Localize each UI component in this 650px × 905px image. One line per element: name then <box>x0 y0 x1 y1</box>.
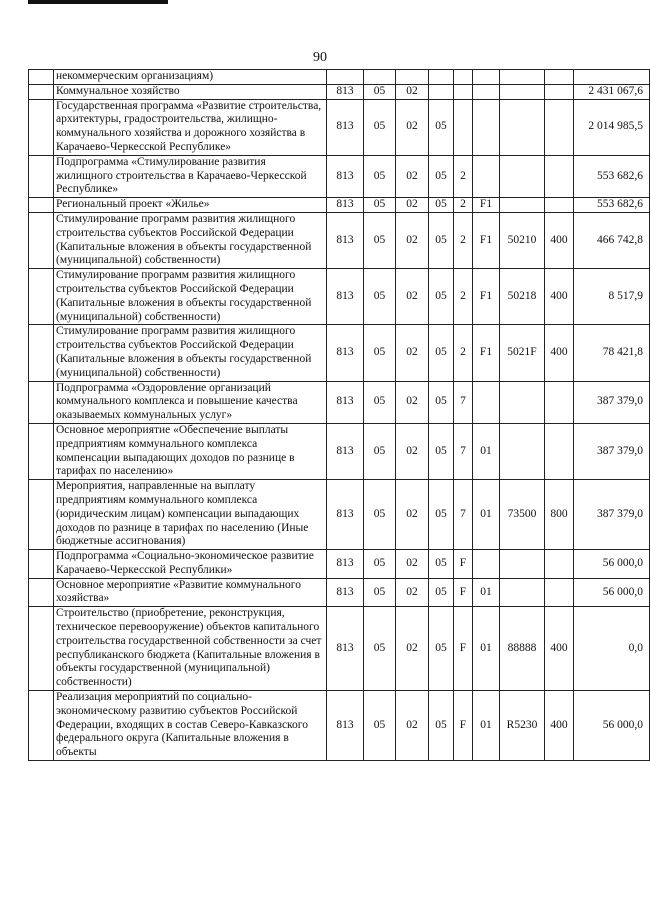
section-code-cell: 05 <box>364 381 396 423</box>
event-code-cell: 01 <box>473 423 500 479</box>
row-margin-cell <box>29 325 54 381</box>
program-code-cell: 05 <box>429 381 454 423</box>
amount-cell: 56 000,0 <box>574 691 650 761</box>
expense-type-code-cell: 400 <box>545 212 574 268</box>
direction-code-cell <box>500 99 545 155</box>
subsection-code-cell: 02 <box>396 480 429 550</box>
direction-code-cell <box>500 84 545 99</box>
row-margin-cell <box>29 84 54 99</box>
ministry-code-cell: 813 <box>327 480 364 550</box>
table-row <box>29 84 650 99</box>
ministry-code-cell: 813 <box>327 212 364 268</box>
expense-type-code-cell <box>545 578 574 607</box>
direction-code-cell <box>500 578 545 607</box>
event-code-cell: 01 <box>473 691 500 761</box>
section-code-cell: 05 <box>364 691 396 761</box>
ministry-code-cell: 813 <box>327 84 364 99</box>
subprogram-code-cell <box>454 84 473 99</box>
program-code-cell: 05 <box>429 550 454 579</box>
table-row <box>29 212 650 268</box>
item-name-cell: Основное мероприятие «Развитие коммунального хозяйства» <box>54 578 327 607</box>
ministry-code-cell: 813 <box>327 325 364 381</box>
subprogram-code-cell: 7 <box>454 480 473 550</box>
program-code-cell: 05 <box>429 212 454 268</box>
amount-cell: 387 379,0 <box>574 381 650 423</box>
table-row <box>29 99 650 155</box>
direction-code-cell: R5230 <box>500 691 545 761</box>
section-code-cell: 05 <box>364 325 396 381</box>
program-code-cell <box>429 70 454 85</box>
direction-code-cell <box>500 155 545 197</box>
subprogram-code-cell: 7 <box>454 423 473 479</box>
item-name-cell: Мероприятия, направленные на выплату предприятиям коммунального комплекса (юридическим лицам) компенсации выпадающих доходов по разнице в тарифах по населению (Иные бюджетные ассигнования) <box>54 480 327 550</box>
event-code-cell <box>473 550 500 579</box>
direction-code-cell: 5021F <box>500 325 545 381</box>
section-code-cell: 05 <box>364 480 396 550</box>
ministry-code-cell: 813 <box>327 607 364 691</box>
row-margin-cell <box>29 480 54 550</box>
row-margin-cell <box>29 550 54 579</box>
item-name-cell: Государственная программа «Развитие строительства, архитектуры, градостроительства, жилищно-коммунального хозяйства и дорожного хозяйства в Карачаево-Черкесской Республике» <box>54 99 327 155</box>
table-row <box>29 480 650 550</box>
amount-cell: 56 000,0 <box>574 578 650 607</box>
ministry-code-cell: 813 <box>327 269 364 325</box>
program-code-cell: 05 <box>429 578 454 607</box>
event-code-cell <box>473 155 500 197</box>
table-row <box>29 691 650 761</box>
subprogram-code-cell: 2 <box>454 198 473 213</box>
program-code-cell <box>429 84 454 99</box>
ministry-code-cell: 813 <box>327 198 364 213</box>
subsection-code-cell: 02 <box>396 198 429 213</box>
amount-cell: 553 682,6 <box>574 155 650 197</box>
expense-type-code-cell <box>545 550 574 579</box>
subprogram-code-cell: F <box>454 607 473 691</box>
row-margin-cell <box>29 70 54 85</box>
row-margin-cell <box>29 269 54 325</box>
table-row <box>29 70 650 85</box>
subsection-code-cell: 02 <box>396 212 429 268</box>
table-row <box>29 325 650 381</box>
row-margin-cell <box>29 155 54 197</box>
subsection-code-cell: 02 <box>396 155 429 197</box>
direction-code-cell <box>500 381 545 423</box>
row-margin-cell <box>29 423 54 479</box>
subsection-code-cell <box>396 70 429 85</box>
amount-cell: 2 014 985,5 <box>574 99 650 155</box>
item-name-cell: Основное мероприятие «Обеспечение выплаты предприятиям коммунального комплекса компенсации выпадающих доходов по разнице в тарифах по населению» <box>54 423 327 479</box>
table-row <box>29 550 650 579</box>
program-code-cell: 05 <box>429 155 454 197</box>
program-code-cell: 05 <box>429 423 454 479</box>
row-margin-cell <box>29 381 54 423</box>
subsection-code-cell: 02 <box>396 423 429 479</box>
ministry-code-cell <box>327 70 364 85</box>
amount-cell: 56 000,0 <box>574 550 650 579</box>
section-code-cell: 05 <box>364 99 396 155</box>
page-number: 90 <box>313 50 327 65</box>
section-code-cell: 05 <box>364 198 396 213</box>
budget-table <box>28 69 650 761</box>
subprogram-code-cell: 2 <box>454 325 473 381</box>
scan-top-rule <box>28 0 168 4</box>
subsection-code-cell: 02 <box>396 99 429 155</box>
expense-type-code-cell: 400 <box>545 607 574 691</box>
program-code-cell: 05 <box>429 480 454 550</box>
event-code-cell: 01 <box>473 607 500 691</box>
ministry-code-cell: 813 <box>327 578 364 607</box>
ministry-code-cell: 813 <box>327 550 364 579</box>
event-code-cell: F1 <box>473 325 500 381</box>
amount-cell: 387 379,0 <box>574 423 650 479</box>
expense-type-code-cell <box>545 381 574 423</box>
event-code-cell: 01 <box>473 578 500 607</box>
subsection-code-cell: 02 <box>396 607 429 691</box>
table-row <box>29 198 650 213</box>
amount-cell: 2 431 067,6 <box>574 84 650 99</box>
program-code-cell: 05 <box>429 607 454 691</box>
expense-type-code-cell <box>545 84 574 99</box>
row-margin-cell <box>29 607 54 691</box>
direction-code-cell <box>500 550 545 579</box>
subsection-code-cell: 02 <box>396 691 429 761</box>
table-row <box>29 578 650 607</box>
expense-type-code-cell: 800 <box>545 480 574 550</box>
program-code-cell: 05 <box>429 269 454 325</box>
expense-type-code-cell <box>545 70 574 85</box>
item-name-cell: некоммерческим организациям) <box>54 70 327 85</box>
row-margin-cell <box>29 578 54 607</box>
table-row <box>29 155 650 197</box>
item-name-cell: Строительство (приобретение, реконструкция, техническое перевооружение) объектов капитального строительства государственной собственности за счет республиканского бюджета (Капитальные вложения в объекты государственной (муниципальной) собственности) <box>54 607 327 691</box>
row-margin-cell <box>29 198 54 213</box>
amount-cell: 8 517,9 <box>574 269 650 325</box>
subprogram-code-cell: F <box>454 578 473 607</box>
amount-cell: 0,0 <box>574 607 650 691</box>
subsection-code-cell: 02 <box>396 550 429 579</box>
direction-code-cell <box>500 70 545 85</box>
ministry-code-cell: 813 <box>327 155 364 197</box>
subprogram-code-cell: 2 <box>454 155 473 197</box>
direction-code-cell: 88888 <box>500 607 545 691</box>
event-code-cell <box>473 84 500 99</box>
section-code-cell: 05 <box>364 269 396 325</box>
section-code-cell: 05 <box>364 212 396 268</box>
amount-cell: 387 379,0 <box>574 480 650 550</box>
subprogram-code-cell: 2 <box>454 269 473 325</box>
section-code-cell: 05 <box>364 607 396 691</box>
subsection-code-cell: 02 <box>396 578 429 607</box>
item-name-cell: Подпрограмма «Стимулирование развития жилищного строительства в Карачаево-Черкесской Республике» <box>54 155 327 197</box>
direction-code-cell: 50218 <box>500 269 545 325</box>
expense-type-code-cell: 400 <box>545 269 574 325</box>
direction-code-cell: 50210 <box>500 212 545 268</box>
amount-cell <box>574 70 650 85</box>
section-code-cell: 05 <box>364 155 396 197</box>
subprogram-code-cell <box>454 70 473 85</box>
item-name-cell: Стимулирование программ развития жилищного строительства субъектов Российской Федерации (Капитальные вложения в объекты государственной (муниципальной) собственности) <box>54 325 327 381</box>
subprogram-code-cell: 2 <box>454 212 473 268</box>
subprogram-code-cell: F <box>454 550 473 579</box>
subsection-code-cell: 02 <box>396 325 429 381</box>
item-name-cell: Реализация мероприятий по социально-экономическому развитию субъектов Российской Федерации, входящих в состав Северо-Кавказского федерального округа (Капитальные вложения в объекты <box>54 691 327 761</box>
item-name-cell: Коммунальное хозяйство <box>54 84 327 99</box>
event-code-cell <box>473 381 500 423</box>
table-row <box>29 607 650 691</box>
direction-code-cell: 73500 <box>500 480 545 550</box>
amount-cell: 78 421,8 <box>574 325 650 381</box>
subsection-code-cell: 02 <box>396 381 429 423</box>
expense-type-code-cell <box>545 155 574 197</box>
subprogram-code-cell: 7 <box>454 381 473 423</box>
row-margin-cell <box>29 212 54 268</box>
amount-cell: 466 742,8 <box>574 212 650 268</box>
subsection-code-cell: 02 <box>396 269 429 325</box>
ministry-code-cell: 813 <box>327 691 364 761</box>
direction-code-cell <box>500 198 545 213</box>
section-code-cell: 05 <box>364 550 396 579</box>
section-code-cell: 05 <box>364 578 396 607</box>
direction-code-cell <box>500 423 545 479</box>
program-code-cell: 05 <box>429 198 454 213</box>
budget-table-body <box>29 70 650 761</box>
ministry-code-cell: 813 <box>327 381 364 423</box>
expense-type-code-cell: 400 <box>545 691 574 761</box>
item-name-cell: Стимулирование программ развития жилищного строительства субъектов Российской Федерации (Капитальные вложения в объекты государственной (муниципальной) собственности) <box>54 212 327 268</box>
item-name-cell: Подпрограмма «Оздоровление организаций коммунального комплекса и повышение качества оказываемых коммунальных услуг» <box>54 381 327 423</box>
subprogram-code-cell: F <box>454 691 473 761</box>
event-code-cell: F1 <box>473 212 500 268</box>
program-code-cell: 05 <box>429 99 454 155</box>
subsection-code-cell: 02 <box>396 84 429 99</box>
section-code-cell: 05 <box>364 84 396 99</box>
event-code-cell <box>473 70 500 85</box>
table-row <box>29 423 650 479</box>
row-margin-cell <box>29 691 54 761</box>
section-code-cell <box>364 70 396 85</box>
expense-type-code-cell <box>545 423 574 479</box>
ministry-code-cell: 813 <box>327 99 364 155</box>
expense-type-code-cell <box>545 198 574 213</box>
row-margin-cell <box>29 99 54 155</box>
subprogram-code-cell <box>454 99 473 155</box>
program-code-cell: 05 <box>429 325 454 381</box>
item-name-cell: Подпрограмма «Социально-экономическое развитие Карачаево-Черкесской Республики» <box>54 550 327 579</box>
expense-type-code-cell: 400 <box>545 325 574 381</box>
table-row <box>29 381 650 423</box>
expense-type-code-cell <box>545 99 574 155</box>
table-row <box>29 269 650 325</box>
item-name-cell: Региональный проект «Жилье» <box>54 198 327 213</box>
item-name-cell: Стимулирование программ развития жилищного строительства субъектов Российской Федерации (Капитальные вложения в объекты государственной (муниципальной) собственности) <box>54 269 327 325</box>
section-code-cell: 05 <box>364 423 396 479</box>
ministry-code-cell: 813 <box>327 423 364 479</box>
amount-cell: 553 682,6 <box>574 198 650 213</box>
event-code-cell: F1 <box>473 269 500 325</box>
event-code-cell: F1 <box>473 198 500 213</box>
event-code-cell: 01 <box>473 480 500 550</box>
program-code-cell: 05 <box>429 691 454 761</box>
event-code-cell <box>473 99 500 155</box>
